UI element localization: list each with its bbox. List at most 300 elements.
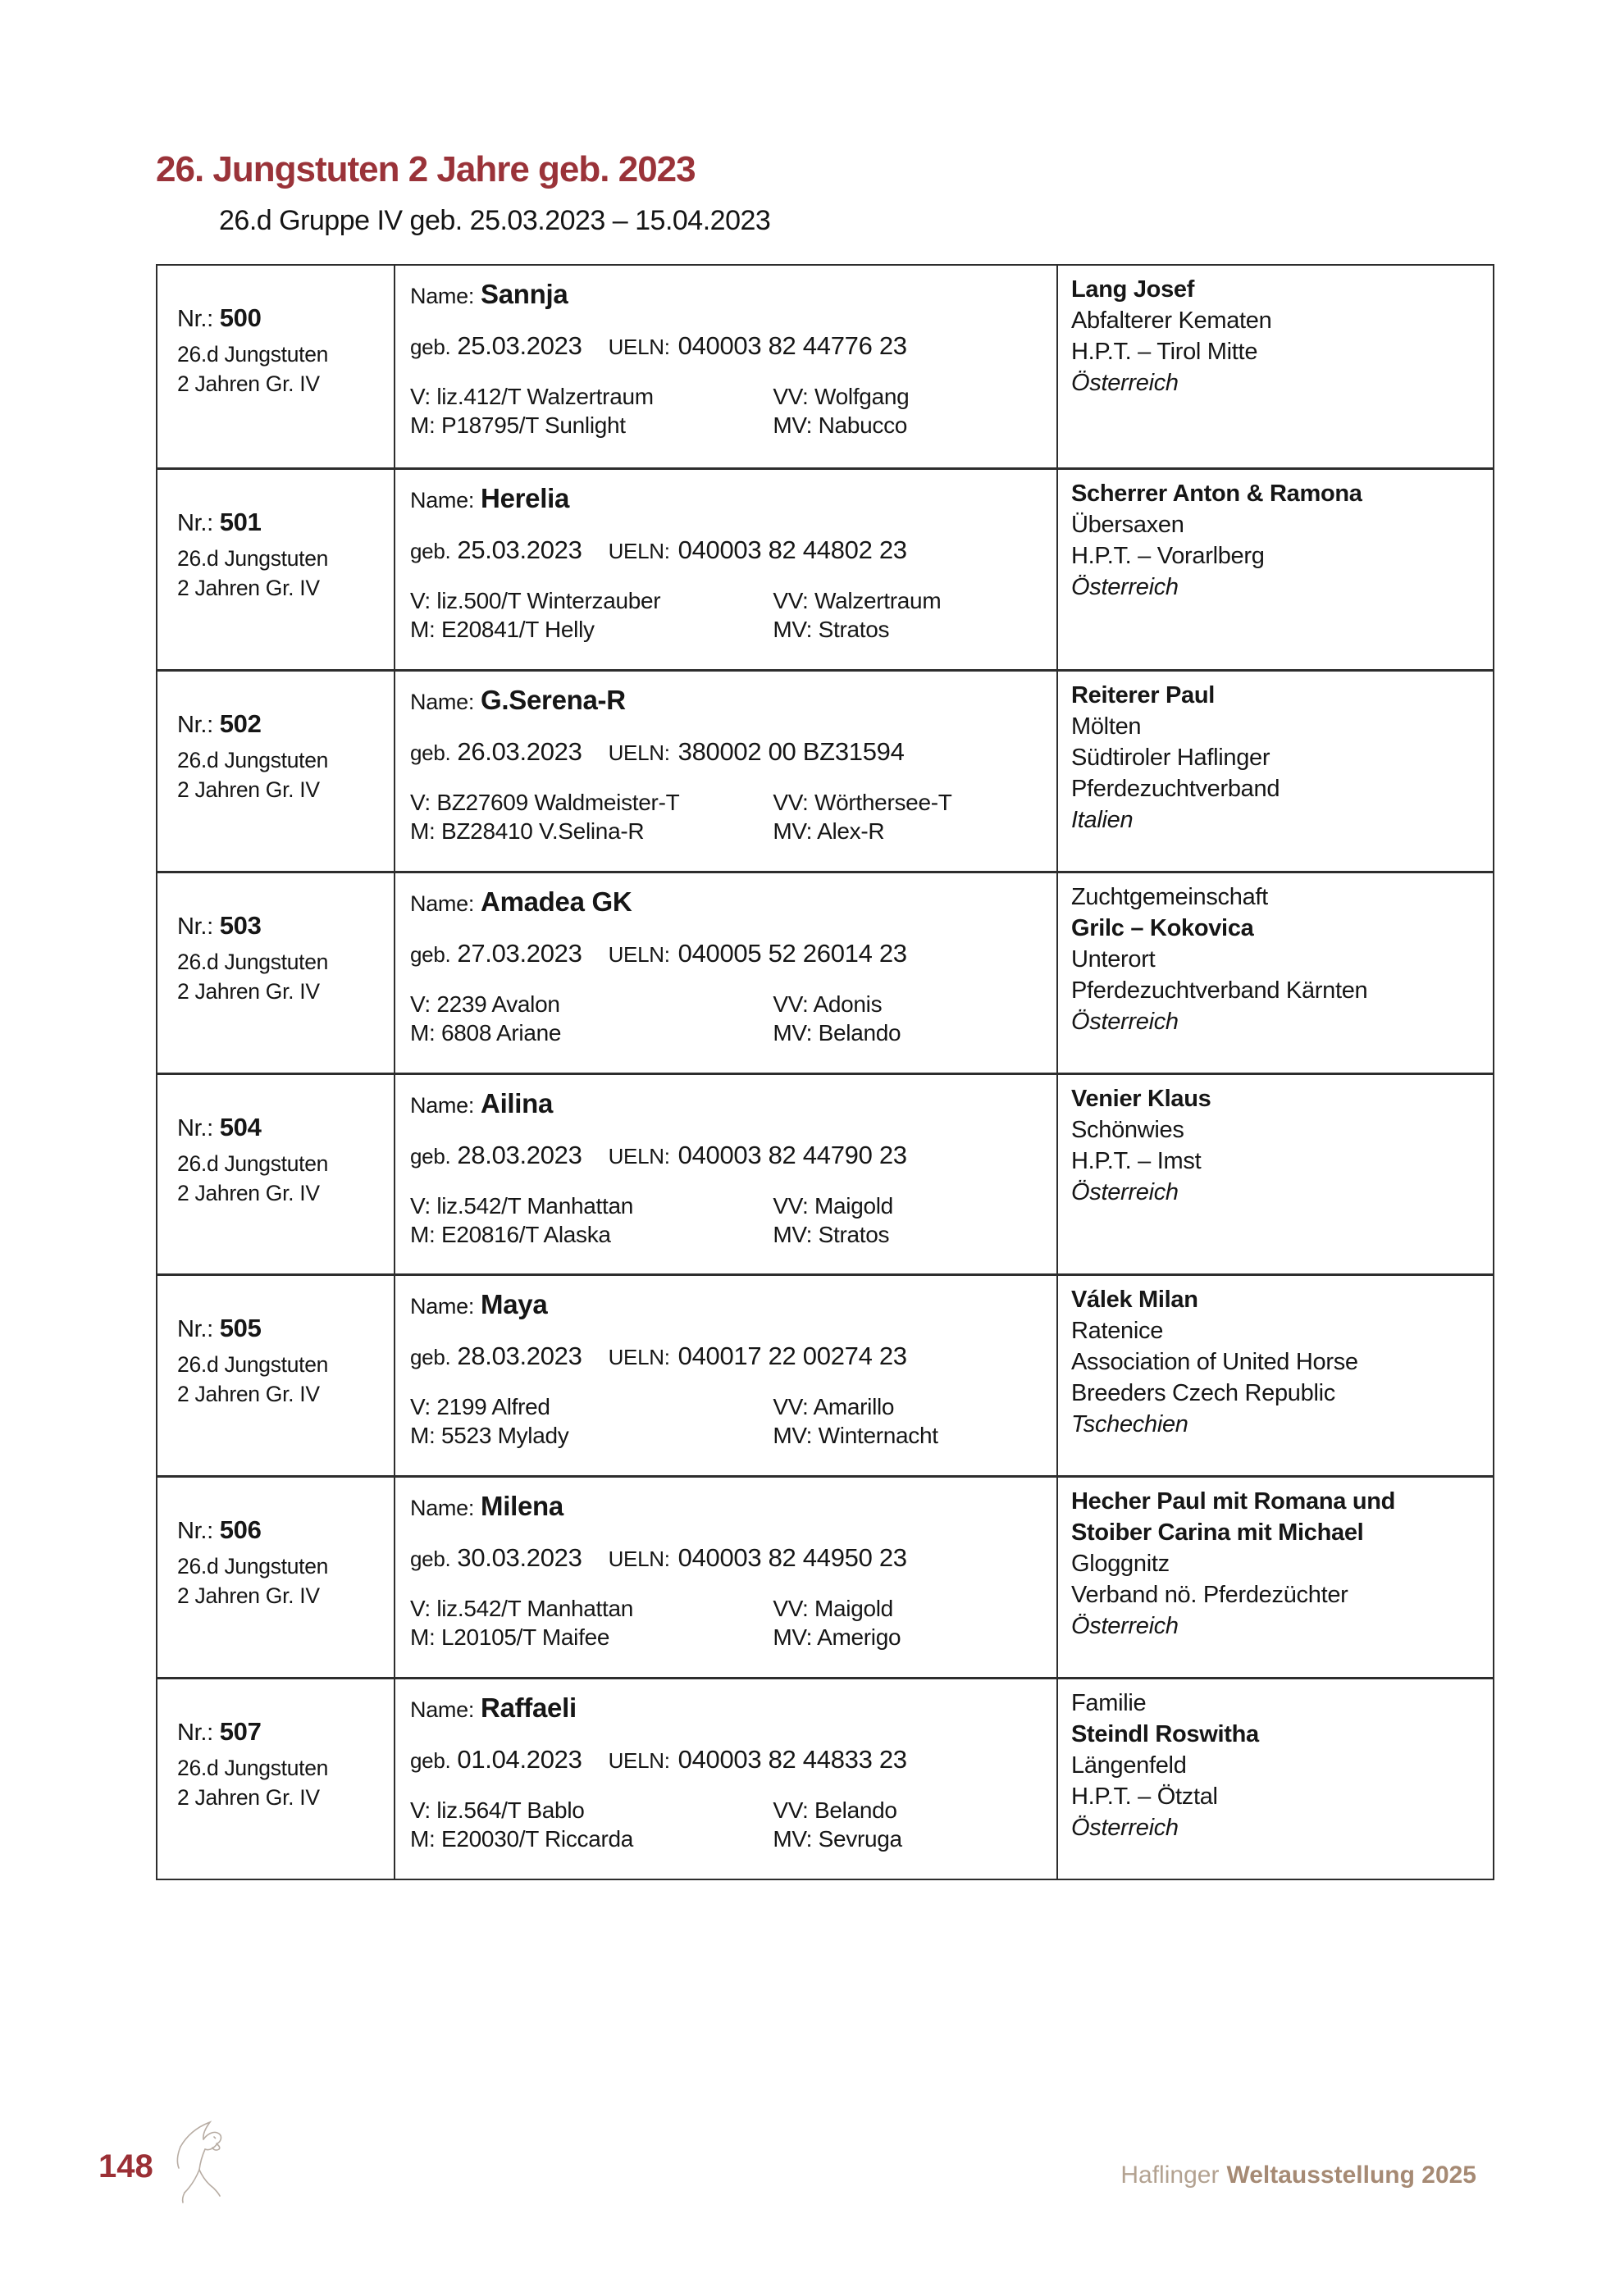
pedigree-grandsire-column xyxy=(773,1191,1047,1249)
pedigree-sire-column xyxy=(410,1392,773,1450)
pedigree-grandsire-column xyxy=(773,990,1047,1047)
grandsire-name: Walzertraum xyxy=(814,587,942,613)
granddam-sire-name: Nabucco xyxy=(818,412,908,438)
m-label: M: xyxy=(410,412,436,438)
grandsire-line xyxy=(773,382,1047,411)
owner-line: Steindl Roswitha xyxy=(1071,1721,1259,1748)
entry-nr-line xyxy=(177,303,387,333)
nr-label: Nr.: xyxy=(177,1114,213,1141)
entry-class-line1: 26.d Jungstuten xyxy=(177,1756,329,1781)
owner-line: H.P.T. – Tirol Mitte xyxy=(1071,339,1258,365)
entry-number: 501 xyxy=(219,507,262,536)
entry-class-line2: 2 Jahren Gr. IV xyxy=(177,1382,320,1407)
owner-line: Italien xyxy=(1071,806,1134,833)
ueln-number: 380002 00 BZ31594 xyxy=(677,736,905,766)
owner-line: Österreich xyxy=(1071,1815,1179,1842)
entry-pedigree xyxy=(410,1392,1047,1450)
owner-line: Mölten xyxy=(1071,713,1142,740)
sire-line xyxy=(410,1594,773,1623)
grandsire-name: Belando xyxy=(814,1797,897,1824)
entry-number: 506 xyxy=(219,1515,262,1545)
entry-number: 503 xyxy=(219,910,262,940)
owner-cell xyxy=(1056,266,1493,467)
entry-horse-cell xyxy=(394,470,1056,669)
mv-label: MV: xyxy=(773,1019,813,1046)
horse-name: Amadea GK xyxy=(481,886,632,917)
owner-cell xyxy=(1056,470,1493,669)
entry-horse-cell xyxy=(394,873,1056,1073)
ueln-label: UELN: xyxy=(608,1345,670,1370)
dam-line xyxy=(410,1421,773,1450)
vv-label: VV: xyxy=(773,991,809,1017)
birth-date: 28.03.2023 xyxy=(457,1342,582,1371)
owner-line: Pferdezuchtverband Kärnten xyxy=(1071,977,1368,1004)
entry-class-line1: 26.d Jungstuten xyxy=(177,342,329,367)
pedigree-grandsire-column xyxy=(773,1796,1047,1853)
entry-id-cell xyxy=(157,266,394,467)
v-label: V: xyxy=(410,789,431,815)
mv-label: MV: xyxy=(773,1826,813,1852)
pedigree-sire-column xyxy=(410,990,773,1047)
granddam-sire-line xyxy=(773,1623,1047,1651)
grandsire-line xyxy=(773,1796,1047,1824)
m-label: M: xyxy=(410,1423,436,1449)
owner-cell xyxy=(1056,873,1493,1073)
sire-name: BZ27609 Waldmeister-T xyxy=(436,789,680,815)
v-label: V: xyxy=(410,1596,431,1622)
granddam-sire-name: Stratos xyxy=(818,1221,890,1247)
ueln-label: UELN: xyxy=(608,335,670,359)
ueln-number: 040003 82 44833 23 xyxy=(677,1745,907,1774)
owner-line: Stoiber Carina mit Michael xyxy=(1071,1519,1364,1547)
owner-line: Zuchtgemeinschaft xyxy=(1071,883,1268,910)
entry-horse-cell xyxy=(394,266,1056,467)
horse-name: Milena xyxy=(481,1491,563,1522)
horse-name: Raffaeli xyxy=(481,1692,577,1724)
grandsire-name: Maigold xyxy=(814,1192,893,1219)
sire-name: liz.564/T Bablo xyxy=(436,1797,585,1824)
entry-pedigree xyxy=(410,788,1047,845)
granddam-sire-line xyxy=(773,1220,1047,1249)
owner-line: H.P.T. – Ötztal xyxy=(1071,1784,1218,1811)
sire-name: liz.542/T Manhattan xyxy=(436,1596,634,1622)
entry-nr-line xyxy=(177,1515,387,1545)
v-label: V: xyxy=(410,587,431,613)
name-label: Name: xyxy=(410,891,475,916)
m-label: M: xyxy=(410,1221,436,1247)
catalog-row xyxy=(157,669,1493,871)
entry-class-line1: 26.d Jungstuten xyxy=(177,1352,329,1378)
entry-horse-cell xyxy=(394,1679,1056,1879)
pedigree-sire-column xyxy=(410,1796,773,1853)
dam-name: BZ28410 V.Selina-R xyxy=(441,818,645,844)
granddam-sire-name: Sevruga xyxy=(818,1826,902,1852)
owner-line: H.P.T. – Vorarlberg xyxy=(1071,542,1265,569)
entry-birth-line xyxy=(410,1745,1047,1774)
granddam-sire-name: Belando xyxy=(818,1019,901,1046)
pedigree-sire-column xyxy=(410,1594,773,1651)
entry-name-line xyxy=(410,685,1047,716)
v-label: V: xyxy=(410,1192,431,1219)
name-label: Name: xyxy=(410,284,475,308)
name-label: Name: xyxy=(410,487,475,512)
entry-nr-line xyxy=(177,911,387,941)
entry-horse-cell xyxy=(394,672,1056,871)
v-label: V: xyxy=(410,1797,431,1824)
granddam-sire-name: Alex-R xyxy=(817,818,885,844)
entry-pedigree xyxy=(410,1191,1047,1249)
entry-class-line1: 26.d Jungstuten xyxy=(177,545,329,571)
birth-date: 27.03.2023 xyxy=(457,938,582,968)
entry-number: 500 xyxy=(219,303,262,332)
ueln-label: UELN: xyxy=(608,740,670,765)
birth-date: 28.03.2023 xyxy=(457,1140,582,1169)
sire-name: liz.412/T Walzertraum xyxy=(436,384,654,409)
owner-line: Österreich xyxy=(1071,573,1179,600)
birth-date: 30.03.2023 xyxy=(457,1543,582,1573)
geb-label: geb. xyxy=(410,740,451,765)
footer-brand xyxy=(1120,2162,1476,2189)
horse-logo-icon xyxy=(162,2114,238,2209)
dam-name: 5523 Mylady xyxy=(441,1423,569,1449)
granddam-sire-name: Stratos xyxy=(818,616,890,642)
granddam-sire-line xyxy=(773,1018,1047,1047)
v-label: V: xyxy=(410,384,431,409)
horse-name: Sannja xyxy=(481,279,568,309)
birth-date: 26.03.2023 xyxy=(457,736,582,766)
mv-label: MV: xyxy=(773,1624,813,1651)
nr-label: Nr.: xyxy=(177,913,213,940)
grandsire-name: Maigold xyxy=(814,1596,893,1622)
entry-pedigree xyxy=(410,1594,1047,1651)
dam-name: E20841/T Helly xyxy=(441,616,595,642)
grandsire-line xyxy=(773,788,1047,817)
vv-label: VV: xyxy=(773,1192,809,1219)
mv-label: MV: xyxy=(773,616,813,642)
owner-line: Pferdezuchtverband xyxy=(1071,775,1280,802)
entry-nr-line xyxy=(177,709,387,739)
nr-label: Nr.: xyxy=(177,509,213,536)
vv-label: VV: xyxy=(773,587,809,613)
m-label: M: xyxy=(410,616,436,642)
entry-class-line1: 26.d Jungstuten xyxy=(177,1150,329,1176)
entry-class-line2: 2 Jahren Gr. IV xyxy=(177,1583,320,1609)
ueln-number: 040003 82 44776 23 xyxy=(677,331,907,360)
dam-name: P18795/T Sunlight xyxy=(441,412,626,438)
sire-line xyxy=(410,990,773,1018)
owner-line: H.P.T. – Imst xyxy=(1071,1147,1202,1174)
entry-birth-line xyxy=(410,1342,1047,1371)
dam-line xyxy=(410,1220,773,1249)
horse-name: Herelia xyxy=(481,482,570,513)
ueln-number: 040005 52 26014 23 xyxy=(677,938,907,968)
sire-name: 2199 Alfred xyxy=(436,1394,550,1420)
entry-number: 502 xyxy=(219,708,262,738)
ueln-label: UELN: xyxy=(608,941,670,967)
pedigree-sire-column xyxy=(410,1191,773,1249)
catalog-table xyxy=(156,264,1494,1880)
name-label: Name: xyxy=(410,1294,475,1319)
sire-line xyxy=(410,1392,773,1421)
grandsire-line xyxy=(773,1392,1047,1421)
entry-pedigree xyxy=(410,382,1047,440)
vv-label: VV: xyxy=(773,1596,809,1622)
entry-class-line1: 26.d Jungstuten xyxy=(177,747,329,772)
ueln-number: 040003 82 44950 23 xyxy=(677,1543,907,1573)
entry-nr-line xyxy=(177,1314,387,1343)
mv-label: MV: xyxy=(773,412,813,438)
entry-class-line2: 2 Jahren Gr. IV xyxy=(177,978,320,1004)
entry-class-line2: 2 Jahren Gr. IV xyxy=(177,1180,320,1205)
catalog-row xyxy=(157,871,1493,1073)
grandsire-line xyxy=(773,586,1047,615)
entry-id-cell xyxy=(157,1478,394,1677)
granddam-sire-line xyxy=(773,817,1047,845)
entry-class-line1: 26.d Jungstuten xyxy=(177,1554,329,1579)
horse-name: Maya xyxy=(481,1289,548,1320)
geb-label: geb. xyxy=(410,941,451,967)
entry-id-cell xyxy=(157,470,394,669)
entry-birth-line xyxy=(410,1141,1047,1170)
m-label: M: xyxy=(410,1624,436,1651)
entry-horse-cell xyxy=(394,1075,1056,1274)
name-label: Name: xyxy=(410,689,475,714)
grandsire-name: Amarillo xyxy=(813,1394,895,1420)
vv-label: VV: xyxy=(773,789,809,815)
owner-line: Längenfeld xyxy=(1071,1752,1187,1779)
nr-label: Nr.: xyxy=(177,1720,213,1747)
dam-name: E20030/T Riccarda xyxy=(441,1826,634,1852)
owner-cell xyxy=(1056,1478,1493,1677)
entry-pedigree xyxy=(410,586,1047,644)
entry-class-line2: 2 Jahren Gr. IV xyxy=(177,1785,320,1811)
catalog-row xyxy=(157,1073,1493,1274)
ueln-label: UELN: xyxy=(608,538,670,563)
granddam-sire-name: Amerigo xyxy=(817,1624,901,1651)
m-label: M: xyxy=(410,1019,436,1046)
birth-date: 25.03.2023 xyxy=(457,535,582,564)
entry-nr-line xyxy=(177,1113,387,1142)
owner-cell xyxy=(1056,672,1493,871)
owner-line: Ratenice xyxy=(1071,1318,1164,1345)
grandsire-name: Adonis xyxy=(813,991,883,1017)
owner-line: Österreich xyxy=(1071,1613,1179,1640)
entry-birth-line xyxy=(410,1543,1047,1573)
ueln-number: 040003 82 44790 23 xyxy=(677,1140,907,1169)
entry-name-line xyxy=(410,1692,1047,1724)
sire-line xyxy=(410,1191,773,1220)
entry-birth-line xyxy=(410,331,1047,361)
entry-nr-line xyxy=(177,508,387,537)
mv-label: MV: xyxy=(773,1221,813,1247)
grandsire-line xyxy=(773,990,1047,1018)
v-label: V: xyxy=(410,991,431,1017)
m-label: M: xyxy=(410,1826,436,1852)
geb-label: geb. xyxy=(410,1143,451,1168)
dam-line xyxy=(410,1018,773,1047)
entry-nr-line xyxy=(177,1717,387,1747)
vv-label: VV: xyxy=(773,1797,809,1824)
entry-horse-cell xyxy=(394,1478,1056,1677)
entry-name-line xyxy=(410,483,1047,514)
entry-id-cell xyxy=(157,672,394,871)
owner-cell xyxy=(1056,1276,1493,1475)
entry-id-cell xyxy=(157,873,394,1073)
dam-line xyxy=(410,615,773,644)
entry-id-cell xyxy=(157,1276,394,1475)
owner-line: Abfalterer Kematen xyxy=(1071,308,1272,334)
pedigree-grandsire-column xyxy=(773,586,1047,644)
owner-line: Hecher Paul mit Romana und xyxy=(1071,1488,1396,1515)
v-label: V: xyxy=(410,1394,431,1420)
granddam-sire-line xyxy=(773,1824,1047,1853)
owner-line: Österreich xyxy=(1071,1178,1179,1205)
horse-name: Ailina xyxy=(481,1087,554,1118)
entry-number: 504 xyxy=(219,1112,262,1141)
entry-name-line xyxy=(410,1289,1047,1320)
ueln-label: UELN: xyxy=(608,1547,670,1572)
horse-name: G.Serena-R xyxy=(481,684,626,715)
dam-line xyxy=(410,817,773,845)
nr-label: Nr.: xyxy=(177,711,213,738)
mv-label: MV: xyxy=(773,818,813,844)
owner-line: Schönwies xyxy=(1071,1116,1184,1143)
entry-number: 507 xyxy=(219,1717,262,1747)
page-title: 26. Jungstuten 2 Jahre geb. 2023 xyxy=(156,149,696,189)
ueln-number: 040017 22 00274 23 xyxy=(677,1342,907,1371)
mv-label: MV: xyxy=(773,1423,813,1449)
nr-label: Nr.: xyxy=(177,306,213,332)
granddam-sire-line xyxy=(773,411,1047,440)
entry-class-line1: 26.d Jungstuten xyxy=(177,949,329,974)
sire-name: liz.500/T Winterzauber xyxy=(436,587,661,613)
owner-line: Venier Klaus xyxy=(1071,1085,1211,1112)
pedigree-grandsire-column xyxy=(773,1392,1047,1450)
geb-label: geb. xyxy=(410,335,451,359)
entry-name-line xyxy=(410,1088,1047,1119)
sire-line xyxy=(410,788,773,817)
entry-birth-line xyxy=(410,939,1047,968)
page-number: 148 xyxy=(98,2148,153,2184)
pedigree-grandsire-column xyxy=(773,1594,1047,1651)
sire-name: 2239 Avalon xyxy=(436,991,560,1017)
name-label: Name: xyxy=(410,1697,475,1723)
nr-label: Nr.: xyxy=(177,1316,213,1343)
birth-date: 25.03.2023 xyxy=(457,331,582,360)
dam-name: E20816/T Alaska xyxy=(441,1221,611,1247)
sire-line xyxy=(410,382,773,411)
entry-name-line xyxy=(410,1491,1047,1522)
pedigree-sire-column xyxy=(410,788,773,845)
entry-class-line2: 2 Jahren Gr. IV xyxy=(177,575,320,600)
owner-line: Südtiroler Haflinger xyxy=(1071,744,1270,771)
ueln-label: UELN: xyxy=(608,1143,670,1168)
owner-line: Übersaxen xyxy=(1071,511,1184,538)
footer-brand-light: Haflinger xyxy=(1120,2162,1220,2189)
geb-label: geb. xyxy=(410,1547,451,1572)
name-label: Name: xyxy=(410,1496,475,1521)
dam-line xyxy=(410,1623,773,1651)
pedigree-grandsire-column xyxy=(773,382,1047,440)
owner-line: Association of United Horse xyxy=(1071,1349,1358,1376)
entry-birth-line xyxy=(410,535,1047,565)
entry-pedigree xyxy=(410,990,1047,1047)
entry-birth-line xyxy=(410,737,1047,767)
owner-line: Familie xyxy=(1071,1690,1147,1717)
owner-line: Lang Josef xyxy=(1071,276,1195,303)
ueln-label: UELN: xyxy=(608,1748,670,1774)
entry-name-line xyxy=(410,886,1047,918)
birth-date: 01.04.2023 xyxy=(457,1745,582,1774)
name-label: Name: xyxy=(410,1092,475,1118)
entry-number: 505 xyxy=(219,1314,262,1343)
dam-name: 6808 Ariane xyxy=(441,1019,562,1046)
owner-line: Unterort xyxy=(1071,945,1156,973)
owner-cell xyxy=(1056,1679,1493,1879)
page-subtitle: 26.d Gruppe IV geb. 25.03.2023 – 15.04.2023 xyxy=(219,205,771,236)
grandsire-name: Wörthersee-T xyxy=(814,789,952,815)
sire-line xyxy=(410,1796,773,1824)
geb-label: geb. xyxy=(410,538,451,563)
m-label: M: xyxy=(410,818,436,844)
nr-label: Nr.: xyxy=(177,1518,213,1545)
owner-line: Österreich xyxy=(1071,370,1179,396)
dam-line xyxy=(410,1824,773,1853)
catalog-row xyxy=(157,1475,1493,1677)
sire-line xyxy=(410,586,773,615)
dam-line xyxy=(410,411,773,440)
owner-cell xyxy=(1056,1075,1493,1274)
sire-name: liz.542/T Manhattan xyxy=(436,1192,634,1219)
grandsire-name: Wolfgang xyxy=(814,384,910,409)
owner-line: Válek Milan xyxy=(1071,1287,1198,1314)
owner-line: Scherrer Anton & Ramona xyxy=(1071,480,1362,507)
pedigree-grandsire-column xyxy=(773,788,1047,845)
footer-brand-bold: Weltausstellung 2025 xyxy=(1226,2162,1476,2189)
entry-class-line2: 2 Jahren Gr. IV xyxy=(177,371,320,396)
catalog-row xyxy=(157,1273,1493,1475)
owner-line: Tschechien xyxy=(1071,1411,1188,1438)
grandsire-line xyxy=(773,1594,1047,1623)
catalog-row xyxy=(157,266,1493,467)
vv-label: VV: xyxy=(773,1394,809,1420)
owner-line: Österreich xyxy=(1071,1008,1179,1035)
owner-line: Gloggnitz xyxy=(1071,1551,1170,1578)
geb-label: geb. xyxy=(410,1748,451,1774)
entry-id-cell xyxy=(157,1075,394,1274)
ueln-number: 040003 82 44802 23 xyxy=(677,535,907,564)
owner-line: Breeders Czech Republic xyxy=(1071,1380,1335,1407)
catalog-row xyxy=(157,467,1493,669)
entry-name-line xyxy=(410,279,1047,310)
entry-id-cell xyxy=(157,1679,394,1879)
entry-class-line2: 2 Jahren Gr. IV xyxy=(177,777,320,802)
owner-line: Reiterer Paul xyxy=(1071,681,1216,708)
granddam-sire-line xyxy=(773,615,1047,644)
granddam-sire-name: Winternacht xyxy=(818,1423,938,1449)
pedigree-sire-column xyxy=(410,586,773,644)
entry-pedigree xyxy=(410,1796,1047,1853)
owner-line: Verband nö. Pferdezüchter xyxy=(1071,1582,1348,1609)
entry-horse-cell xyxy=(394,1276,1056,1475)
catalog-row xyxy=(157,1677,1493,1879)
pedigree-sire-column xyxy=(410,382,773,440)
grandsire-line xyxy=(773,1191,1047,1220)
geb-label: geb. xyxy=(410,1345,451,1370)
owner-line: Grilc – Kokovica xyxy=(1071,914,1254,941)
dam-name: L20105/T Maifee xyxy=(441,1624,610,1651)
granddam-sire-line xyxy=(773,1421,1047,1450)
